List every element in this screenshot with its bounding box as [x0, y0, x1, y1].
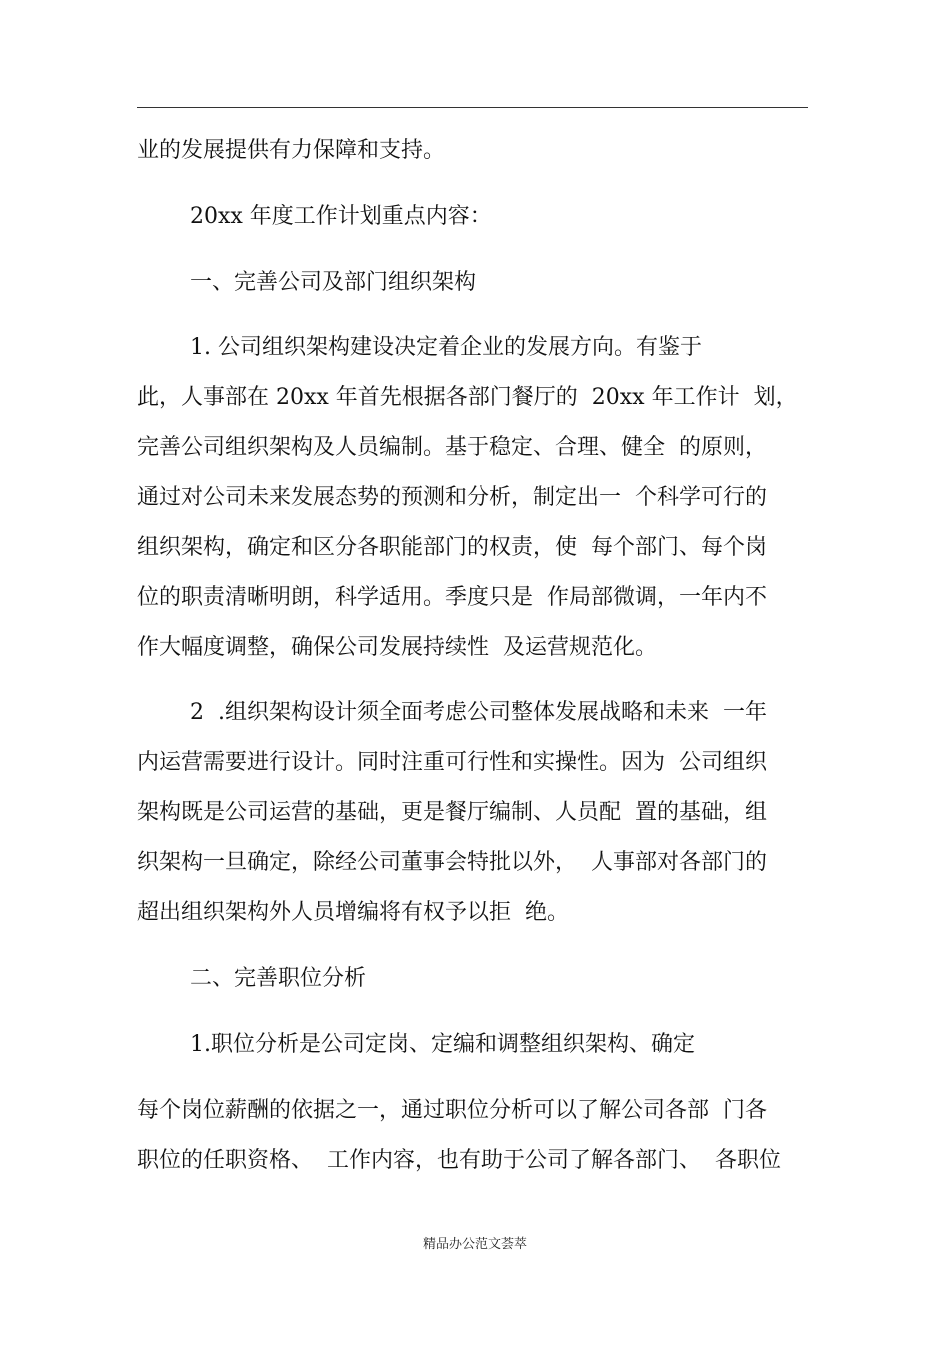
text-line: 20xx 年度工作计划重点内容：: [190, 204, 492, 229]
text-line: 此，人事部在 20xx 年首先根据各部门餐厅的 20xx 年工作计 划，: [137, 385, 798, 410]
text-line: 通过对公司未来发展态势的预测和分析，制定出一 个科学可行的: [137, 485, 767, 510]
text-line: 2 .组织架构设计须全面考虑公司整体发展战略和未来 一年: [190, 700, 767, 725]
header-divider: [137, 107, 808, 108]
text-line: 组织架构，确定和区分各职能部门的权责，使 每个部门、每个岗: [137, 535, 767, 560]
text-line: 完善公司组织架构及人员编制。基于稳定、合理、健全 的原则，: [137, 435, 767, 460]
text-line: 职位的任职资格、 工作内容，也有助于公司了解各部门、 各职位: [137, 1148, 781, 1173]
text-line: 超出组织架构外人员增编将有权予以拒 绝。: [137, 900, 569, 925]
page-footer: 精品办公范文荟萃: [422, 1237, 527, 1252]
text-line: 业的发展提供有力保障和支持。: [137, 138, 446, 163]
section-heading: 一、完善公司及部门组织架构: [190, 270, 477, 295]
text-line: 作大幅度调整，确保公司发展持续性 及运营规范化。: [137, 635, 657, 660]
text-line: 织架构一旦确定，除经公司董事会特批以外， 人事部对各部门的: [137, 850, 767, 875]
text-line: 1.职位分析是公司定岗、定编和调整组织架构、确定: [190, 1032, 695, 1057]
text-line: 内运营需要进行设计。同时注重可行性和实操性。因为 公司组织: [137, 750, 767, 775]
text-line: 每个岗位薪酬的依据之一，通过职位分析可以了解公司各部 门各: [137, 1098, 767, 1123]
text-line: 架构既是公司运营的基础，更是餐厅编制、人员配 置的基础，组: [137, 800, 767, 825]
text-line: 位的职责清晰明朗，科学适用。季度只是 作局部微调，一年内不: [137, 585, 767, 610]
section-heading: 二、完善职位分析: [190, 966, 367, 991]
text-line: 1. 公司组织架构建设决定着企业的发展方向。有鉴于: [190, 335, 702, 360]
